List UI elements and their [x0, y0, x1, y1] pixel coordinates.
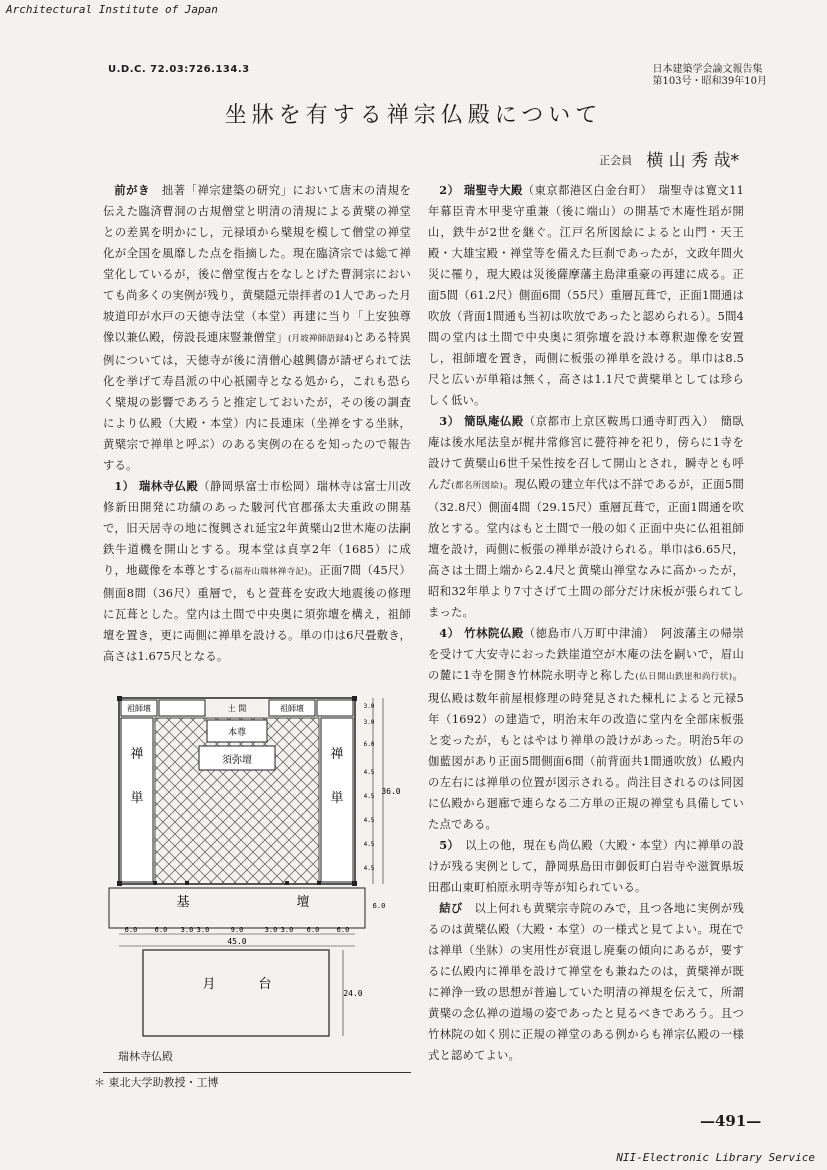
journal-line1: 日本建築学会論文報告集	[652, 64, 763, 75]
intro-label: 前がき	[114, 183, 150, 197]
terrace-label-1: 月	[202, 977, 216, 992]
section-3-text-a: 簡臥庵は後水尾法皇が梶井常修宮に甍符神を祀り，傍らに1寺を設けて黄檗山6世千呆性按を召して開山とされ，瞬寺とも呼んだ	[428, 415, 744, 491]
journal-line2: 第103号・昭和39年10月	[652, 76, 767, 87]
intro-text-a: 拙著「禅宗建築の研究」において唐末の清規を伝えた臨済曹洞の古規僧堂と明清の清規による黄檗の禅堂との差異を明かにし，元禄頃から檗規を模して僧堂の禅堂化が全国を風靡した点を指摘した。現在臨済宗では総て禅堂化しているが，後に僧堂復古をなしとげた曹洞宗においても尚多くの実例が残り，黄檗隠元崇拝者の1人であった月坡道印が水戸の天徳寺法堂（本堂）再建に当り「上安独尊像以兼仏殿，傍設長連床豎兼僧堂」	[103, 184, 412, 344]
section-3-citation: (都名所図絵)	[451, 481, 503, 491]
buddha-label: 本尊	[227, 728, 247, 738]
author-name: 横 山 秀 哉*	[646, 151, 739, 171]
altar-right-label: 祖師壇	[280, 704, 304, 713]
altar-box-left-2	[159, 700, 205, 716]
floor-plan-drawing	[103, 690, 411, 1066]
section-5	[428, 835, 744, 898]
right-dim-6: 4.5	[363, 817, 375, 824]
terrace-label-2: 台	[258, 977, 272, 992]
bay-dim-4: 3.0	[196, 926, 210, 934]
sumeru-label: 須弥壇	[222, 755, 252, 766]
journal-info	[652, 64, 767, 88]
total-width-dim: 45.0	[227, 937, 247, 946]
section-4-text-b: 。現仏殿は数年前屋根修理の時発見された棟札によると元禄5年（1692）の建造で，明治末年の改造に堂内を全部床板張と変ったが，もとはやはり禅単の設けがあった。明治5年の伽藍図があり正面5間側面6間（前背面共1間通吹放）仏殿内の左右には禅単の位置が図示される。尚注目されるのは同図に仏殿から廻廊で連らなる二方単の正規の禅堂も具備していた点である。	[428, 669, 744, 831]
header-org: Architectural Institute of Japan	[6, 3, 218, 16]
right-column	[428, 180, 744, 1066]
section-1-citation: (福寿山瑞林禅寺記)	[230, 567, 308, 577]
altar-left-label: 祖師壇	[127, 704, 151, 713]
paper-title: 坐牀を有する禅宗仏殿について	[224, 103, 603, 128]
figure-caption: 瑞林寺仏殿	[118, 1050, 173, 1063]
left-column	[103, 180, 411, 667]
bay-dim-7: 3.0	[280, 926, 294, 934]
earth-floor	[155, 718, 319, 884]
bay-dim-1: 6.0	[124, 926, 138, 934]
platform-label-2: 壇	[296, 895, 310, 910]
section-3-location: （京都市上京区鞍馬口通寺町西入）	[523, 415, 709, 428]
bay-dim-6: 3.0	[264, 926, 278, 934]
bay-dim-9: 6.0	[336, 926, 350, 934]
section-2-location: （東京都港区白金台町）	[522, 184, 647, 197]
bay-dim-5: 9.0	[230, 926, 244, 934]
section-4-text-a: 阿波藩主の帰崇を受けて大安寺におった鉄崖道空が木庵の法を嗣いで，眉山の麓に1寺を開き竹林院永明寺と称した	[428, 627, 744, 682]
section-4-heading: 4） 竹林院仏殿	[439, 626, 524, 640]
right-dim-5: 4.5	[363, 793, 375, 800]
section-3	[428, 411, 744, 623]
section-1-text-b: 。正面7間（45尺）側面8間（36尺）重層で，もと萱葺を安政大地震後の修理に瓦葺とした。堂内は土間で中央奥に須弥壇を構え，祖師壇を置き，更に両側に禅単を設ける。単の巾は6尺畳敷き，高さは1.675尺となる。	[103, 564, 411, 663]
bay-dim-2: 6.0	[154, 926, 168, 934]
author	[599, 146, 739, 171]
section-3-heading: 3） 簡臥庵仏殿	[439, 414, 524, 428]
floor-label: 土 間	[227, 704, 247, 713]
conclusion	[428, 898, 744, 1066]
section-4-citation: (仏日開山鉄崖和尚行状)	[635, 672, 733, 682]
zen-right-2: 単	[330, 791, 344, 806]
intro-citation: (月坡禅師語録4)	[287, 334, 354, 344]
section-1-location: （静岡県富士市松岡）	[198, 480, 317, 493]
section-5-heading: 5）	[439, 838, 454, 852]
zen-right-1: 禅	[330, 747, 344, 762]
footer-service: NII-Electronic Library Service	[616, 1151, 815, 1164]
right-dim-3: 6.0	[363, 741, 375, 748]
right-dim-2: 3.0	[363, 719, 375, 726]
udc-code: U.D.C. 72.03:726.134.3	[108, 64, 250, 75]
right-dim-8: 4.5	[363, 865, 375, 872]
section-4-location: （徳島市八万町中津浦）	[523, 627, 650, 640]
terrace-dim: 24.0	[343, 989, 363, 998]
section-2	[428, 180, 744, 411]
section-1-text-a: 瑞林寺は富士川改修新田開発に功績のあった駿河代官郡孫太夫重政の開基で，旧天居寺の地に復興され延宝2年黄檗山2世木庵の法嗣鉄牛道機を開山とする。現本堂は貞享2年（1685）に成り，地蔵像を本尊とする	[103, 480, 411, 577]
section-2-heading: 2） 瑞聖寺大殿	[439, 183, 523, 197]
section-2-text: 瑞聖寺は寛文11年幕臣青木甲斐守重兼（後に端山）の開基で木庵性瑫が開山，鉄牛が2世を継ぐ。江戸名所図絵によると山門・天王殿・大雄宝殿・禅堂等を備えた巨刹であったが，文政年間火災に罹り，現大殿は災後薩摩藩主島津重豪の再建に成る。正面5間（61.2尺）側面6間（55尺）重層瓦葺で，正面1間通は吹放（背面1間通も当初は吹放であったと認められる）。5間4間の堂内は土間で中央奥に須弥壇を設け本尊釈迦像を安置し，祖師壇を置き，両側に板張の禅単を設ける。単巾は8.5尺と広いが単箱は無く，高さは1.1尺で黄檗単としては珍らしく低い。	[428, 184, 745, 407]
conclusion-text: 以上何れも黄檗宗寺院のみで，且つ各地に実例が残るのは黄檗仏殿（大殿・本堂）の一様式と見てよい。現在では禅単（坐牀）の実用性が衰退し廃棄の傾向にあるが，要するに仏殿内に禅単を設けて禅堂をも兼ねたのは，黄檗禅が既に禅浄一致の思想が普遍していた明清の禅規を伝えて，所謂黄檗の念仏禅の道場の姿であったと見るべきであろう。且つ竹林院の如く別に正規の禅堂のある例からも禅宗仏殿の一様式と認めてよい。	[428, 902, 745, 1062]
footnote-rule	[103, 1072, 411, 1073]
depth-dim: 36.0	[381, 787, 401, 796]
terrace	[143, 950, 329, 1036]
bay-dim-3: 3.0	[180, 926, 194, 934]
right-dim-4: 4.5	[363, 769, 375, 776]
right-dim-7: 4.5	[363, 841, 375, 848]
intro-text-b: とある特異例については，天徳寺が後に清僧心越興儔が請ぜられて法化を挙げて寿昌派の中心祇園寺となる処から，これも恐らく檗規の影響であろうと推定しておいたが，その後の調査により仏殿（大殿・本堂）内に長連床（坐禅をする坐牀，黄檗宗で禅単と呼ぶ）のある実例の在るを知ったので報告する。	[103, 331, 412, 472]
platform-base	[109, 888, 365, 928]
right-dim-1: 3.0	[363, 703, 375, 710]
footnote: ＊ 東北大学助教授・工博	[94, 1076, 219, 1089]
section-1-heading: 1） 瑞林寺仏殿	[114, 479, 199, 493]
section-5-text: 以上の他，現在も尚仏殿（大殿・本堂）内に禅単の設けが残る実例として，静岡県島田市御仮町白岩寺や滋賀県坂田郡山東町柏原永明寺等が知られている。	[428, 839, 744, 894]
platform-label-1: 基	[176, 895, 190, 910]
conclusion-label: 結び	[439, 901, 463, 915]
section-4	[428, 623, 744, 835]
zen-left-2: 単	[130, 791, 144, 806]
floor-plan-figure	[103, 690, 411, 1066]
bay-dim-8: 6.0	[306, 926, 320, 934]
zen-left-1: 禅	[130, 747, 144, 762]
author-role: 正会員	[599, 154, 633, 167]
section-3-text-b: 。現仏殿の建立年代は不詳であるが，正面5間（32.8尺）側面4間（29.15尺）重層瓦葺で，正面1間通を吹放とする。堂内はもと土間で一般の如く正面中央に仏祖祖師壇を設け，両側に板張の禅単が設けられる。単巾は6.65尺，高さは土間上端から2.4尺と黄檗山禅堂なみに高かったが，昭和32年単より7寸さげて土間の部分だけ床板が張られてしまった。	[428, 478, 744, 619]
front-dim: 6.0	[372, 902, 386, 910]
page-number: —491—	[700, 1112, 762, 1130]
intro-paragraph	[103, 180, 411, 476]
altar-box-right-2	[317, 700, 353, 716]
section-1	[103, 476, 411, 667]
